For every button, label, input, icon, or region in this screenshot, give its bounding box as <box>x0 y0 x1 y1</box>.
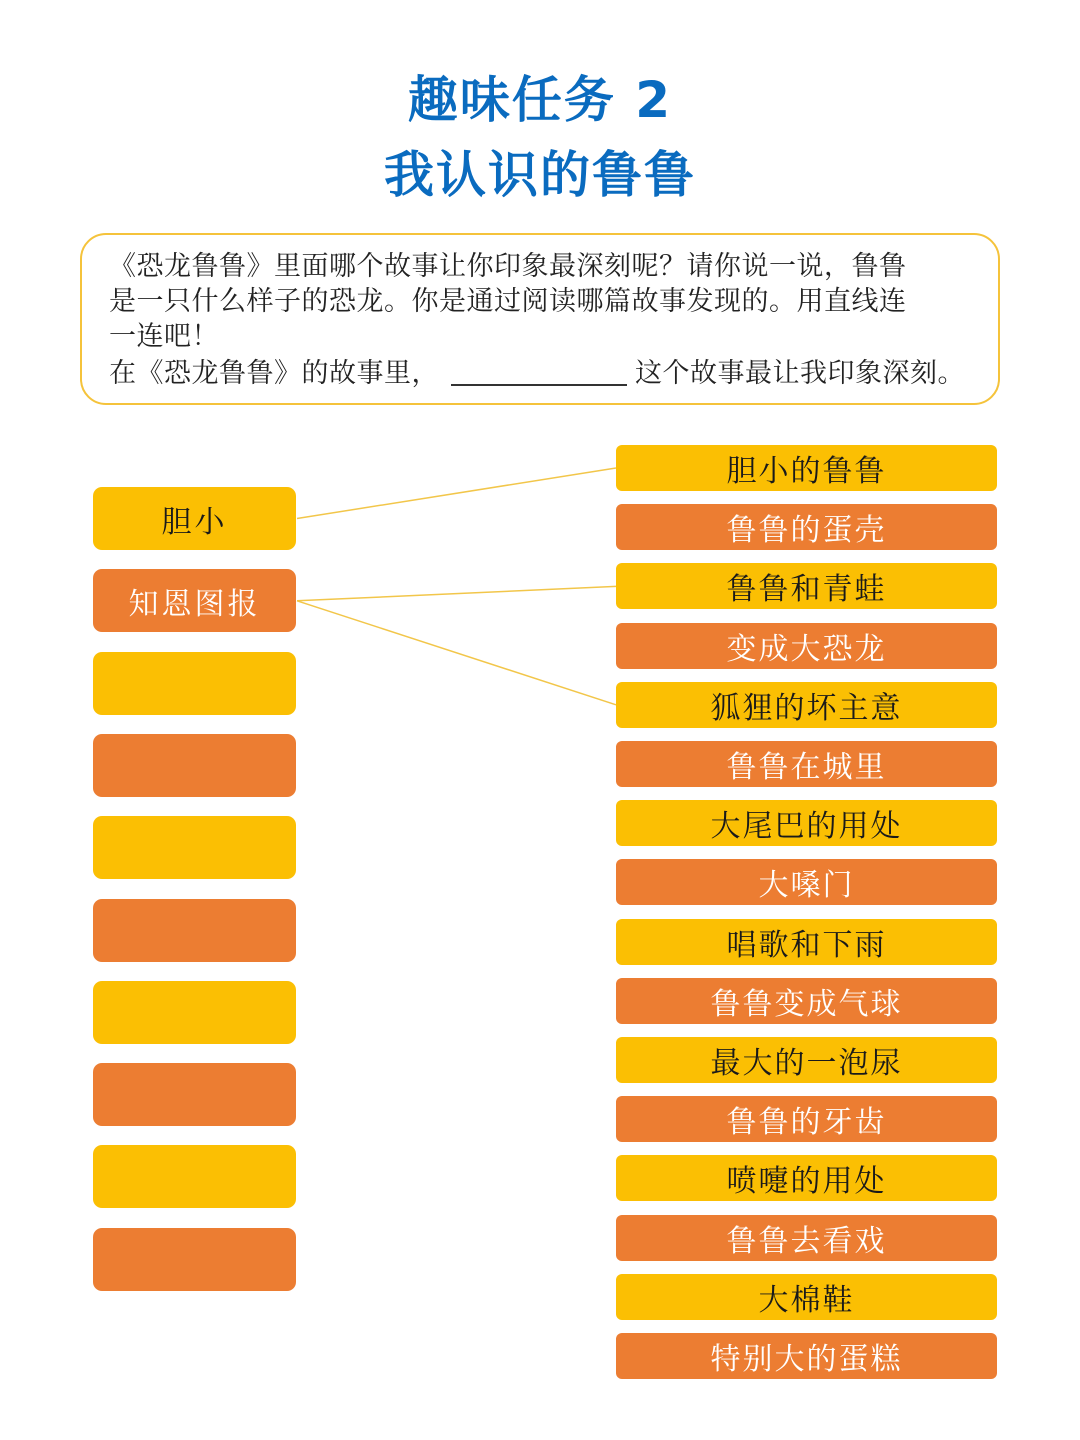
story-box-2[interactable]: 鲁鲁的蛋壳 <box>616 504 997 550</box>
story-box-15[interactable]: 大棉鞋 <box>616 1274 997 1320</box>
connection-line-2 <box>297 586 616 600</box>
trait-box-10[interactable] <box>93 1228 296 1291</box>
fill-in-sentence <box>109 354 972 391</box>
story-box-8[interactable]: 大嗓门 <box>616 859 997 905</box>
story-box-13[interactable]: 喷嚏的用处 <box>616 1155 997 1201</box>
trait-box-8[interactable] <box>93 1063 296 1126</box>
story-box-14[interactable]: 鲁鲁去看戏 <box>616 1215 997 1261</box>
story-box-1[interactable]: 胆小的鲁鲁 <box>616 445 997 491</box>
trait-box-5[interactable] <box>93 816 296 879</box>
instruction-line-2: 是一只什么样子的恐龙。你是通过阅读哪篇故事发现的。用直线连 <box>109 286 907 317</box>
connection-line-3 <box>297 601 616 705</box>
story-box-7[interactable]: 大尾巴的用处 <box>616 800 997 846</box>
story-box-16[interactable]: 特别大的蛋糕 <box>616 1333 997 1379</box>
trait-box-2[interactable]: 知恩图报 <box>93 569 296 632</box>
fill-in-prefix: 在《恐龙鲁鲁》的故事里， <box>109 358 439 389</box>
trait-box-4[interactable] <box>93 734 296 797</box>
trait-box-7[interactable] <box>93 981 296 1044</box>
story-box-5[interactable]: 狐狸的坏主意 <box>616 682 997 728</box>
trait-box-9[interactable] <box>93 1145 296 1208</box>
instruction-line-1: 《恐龙鲁鲁》里面哪个故事让你印象最深刻呢？请你说一说，鲁鲁 <box>109 251 907 282</box>
story-box-3[interactable]: 鲁鲁和青蛙 <box>616 563 997 609</box>
trait-box-6[interactable] <box>93 899 296 962</box>
instruction-line-3: 一连吧！ <box>109 321 219 352</box>
story-box-12[interactable]: 鲁鲁的牙齿 <box>616 1096 997 1142</box>
trait-box-3[interactable] <box>93 652 296 715</box>
connection-line-1 <box>297 468 616 519</box>
story-box-9[interactable]: 唱歌和下雨 <box>616 919 997 965</box>
fill-in-blank[interactable] <box>451 354 627 386</box>
page-title-task: 趣味任务 2 <box>407 71 673 129</box>
page-subtitle: 我认识的鲁鲁 <box>384 146 696 204</box>
fill-in-suffix: 这个故事最让我印象深刻。 <box>635 358 965 389</box>
instruction-box <box>80 233 1000 405</box>
story-box-6[interactable]: 鲁鲁在城里 <box>616 741 997 787</box>
story-box-10[interactable]: 鲁鲁变成气球 <box>616 978 997 1024</box>
trait-box-1[interactable]: 胆小 <box>93 487 296 550</box>
story-box-11[interactable]: 最大的一泡尿 <box>616 1037 997 1083</box>
story-box-4[interactable]: 变成大恐龙 <box>616 623 997 669</box>
